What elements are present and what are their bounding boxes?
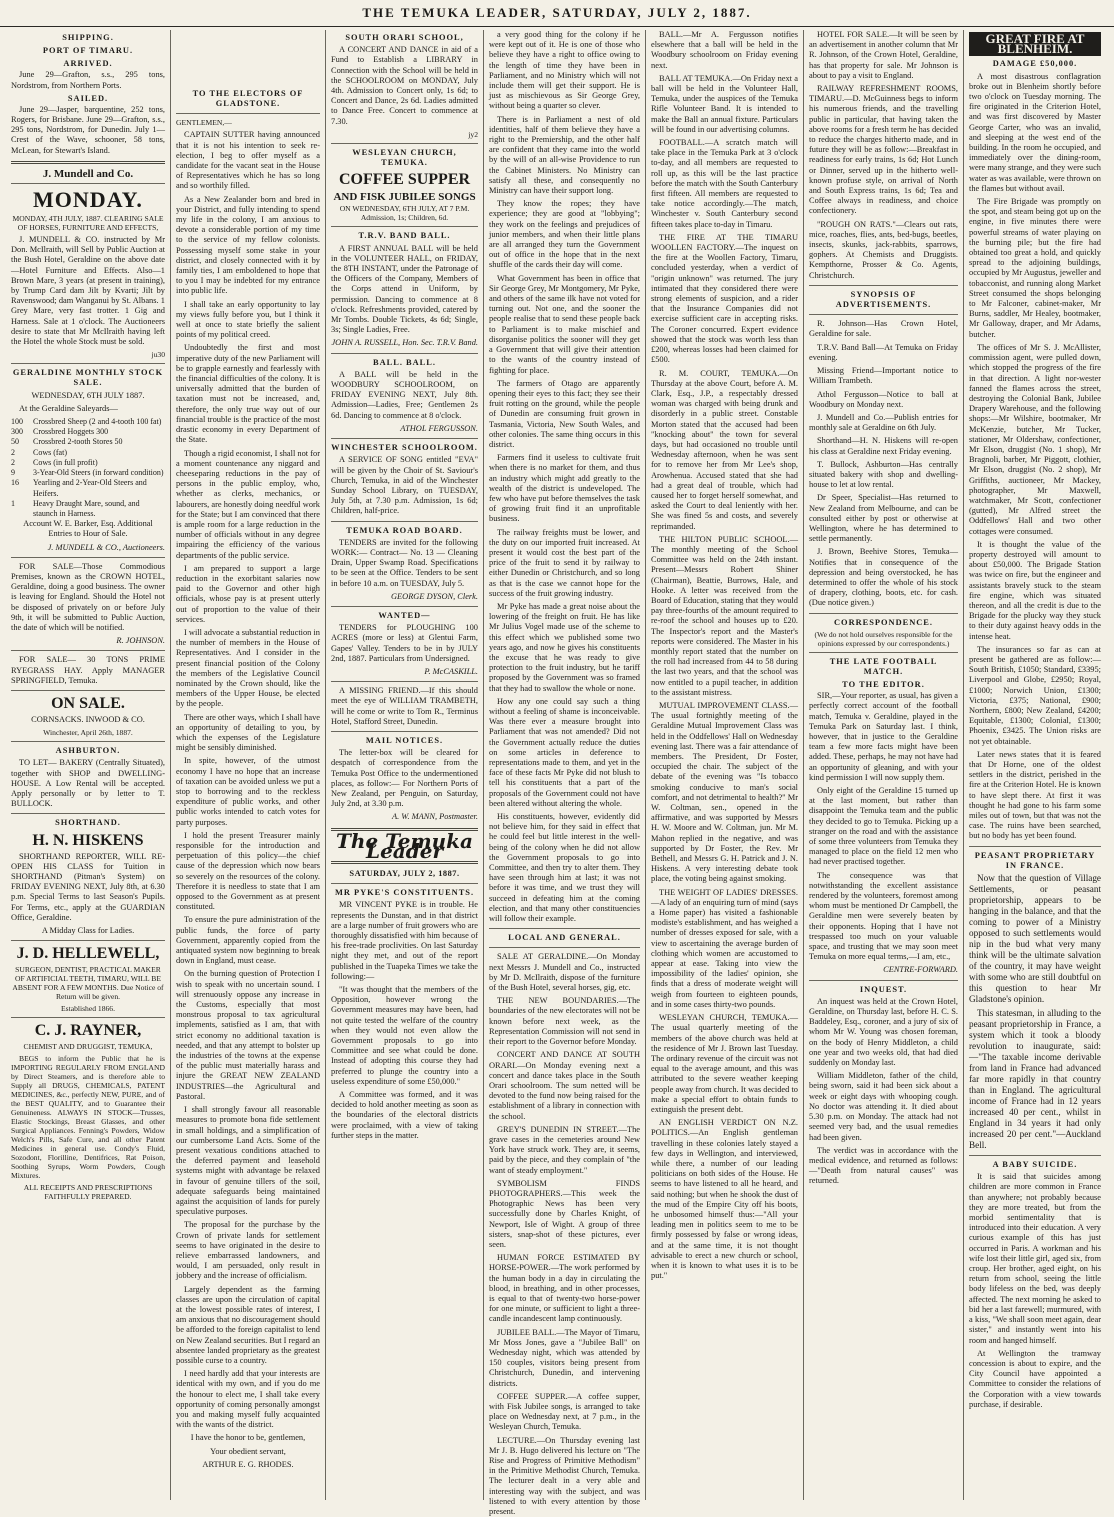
address-paragraph: The proposal for the purchase by the Crown of private lands for settlement seems to have originated in the desire to relieve embarrassed landowners, and would, I am persuaded, only result in jobbery and the increase of officialism. — [176, 1220, 320, 1281]
address-paragraph: On the burning question of Protection I wish to speak with no uncertain sound. I will strenuously oppose any increase in the Customs, especially that most monstrous proposal to tax agricultural implements, satisfied as I am, that with strict economy no additional taxation is needed, and that any attempt to bolster up the industries of the towns at the expense of the public must materially harass and injure the GREAT NEW ZEALAND INDUSTRIES—the Agricultural and Pastoral. — [176, 969, 320, 1101]
synopsis-heading: SYNOPSIS OF ADVERTISEMENTS. — [835, 289, 932, 310]
table-row — [11, 468, 165, 478]
on-sale-body: CORNSACKS. INWOOD & CO. — [31, 714, 145, 724]
address-paragraph: To ensure the pure administration of the public funds, the force of party Government, apparently copied from the antiquated system now beginning to break down in England, must cease. — [176, 915, 320, 966]
suicide-paragraph: It is said that suicides among children are more common in France than anywhere; not probably because they are more treated, but from the morbid sentimentality that is introduced into their education. A very curious example of this has just occurred in Paris. A workman and his wife lost their little girl, aged six, from croup. Her brother, aged eight, on his return from school, seeing the little body lifeless on the bed, was deeply affected. The next morning he asked to bid her a last farewell; murmured, with a kiss, "We shall soon meet again, dear sister," and instantly went into his room and hanged himself. — [969, 1172, 1101, 1345]
coffee-supper-date: ON WEDNESDAY, 6TH JULY, AT 7 P.M. Admission, 1s; Children, 6d. — [339, 204, 470, 223]
issue-date: SATURDAY, JULY 2, 1887. — [349, 869, 460, 878]
stock-count: 16 — [11, 478, 19, 488]
local-item: COFFEE SUPPER.—A coffee supper, with Fisk Jubilee songs, is arranged to take place on Wednesday next, at 7 p.m., in the Wesleyan Church, Temuka. — [489, 1391, 640, 1432]
address-paragraph: I will advocate a substantial reduction in the number of members in the House of Representatives. And I consider in the present financial position of the Colony the members of the Legislative Council nominated by the Crown should, like the members of the Upper House, be elected by the people. — [176, 627, 320, 709]
stock-count: 9 — [11, 468, 15, 478]
football-paragraph: The consequence was that notwithstanding the excellent assistance rendered by the volunteers, foremost among whom must be mentioned Dr Campbell, the Geraldine men were severely beaten by their opponents. Hoping that I have not trespassed too much on your valuable space, and trusting that we may soon meet Temuka on more equal terms,—I am, etc., — [809, 870, 958, 962]
column-5 — [646, 30, 804, 1500]
divider — [809, 652, 958, 653]
local-item: BALL.—Mr A. Fergusson notifies elsewhere that a ball will be held in the Woodbury schoolroom on Friday evening next. — [651, 30, 798, 70]
constituents-heading: MR PYKE'S CONSTITUENTS. — [334, 888, 475, 898]
divider — [489, 928, 640, 929]
rayner-footer: ALL RECEIPTS AND PRESCRIPTIONS FAITHFULLY PREPARED. — [23, 1183, 153, 1202]
ryegrass-ad: FOR SALE— 30 TONS PRIME RYEGRASS HAY. Apply MANAGER SPRINGFIELD, Temuka. — [11, 655, 165, 685]
geraldine-account: Account W. E. Barker, Esq. Additional Entries to Hour of Sale. — [23, 519, 153, 539]
local-item: R. M. COURT, TEMUKA.—On Thursday at the above Court, before A. M. Clark, Esq., J.P., a respectably dressed woman was charged with being drunk and disorderly in a public street. Constable Morton stated that the accused had been "knocking about" the town for several days, but had occasioned no trouble until Wednesday afternoon, when he was sent for to remove her from Mr Lee's shop, Arowhenua. Accused stated that she had had a great deal of trouble, which had caused her to forget herself somewhat, and asked the Court to deal leniently with her. She was fined 5s and costs, and severely reprimanded. — [651, 368, 798, 531]
fire-paragraph: The insurances so far as can at present be gathered are as follow:—South British, £1050; Standard, £3395; Liverpool and Globe, £2950; Royal, £1000; Norwich Union, £1300; Victoria, £375; National, £900; Northern, £800; New Zealand, £4200; Equitable, £1300; Colonial, £1300; Phoenix, £3425. The Union risks are not yet obtainable. — [969, 644, 1101, 746]
local-item: THE HILTON PUBLIC SCHOOL.—The monthly meeting of the School Committee was held on the 24th instant. Present—Messrs Robert Shiner (Chairman), Beattie, Burrows, Hale, and Hooke. A letter was received from the Board of Education, stating that they would pay three-fourths of the amount required to re-roof the school and houses up to £20. The Inspector's report and the Master's reports were considered. The Master in his monthly report stated that the number on the roll had increased from 44 to 58 during the last two years, and that the school was now entitled to a pupil teacher, in addition to the assistant mistress. — [651, 534, 798, 697]
coffee-supper-heading: COFFEE SUPPER — [338, 171, 471, 189]
local-item: WESLEYAN CHURCH, TEMUKA.—The usual quarterly meeting of the members of the above church was held at the residence of Mr J. Brown last Tuesday. The ordinary revenue of the circuit was not equal to the average amount, and this was attributed to the severe weather keeping people away from church. It was decided to make a special effort to obtain funds to extinguish the present debt. — [651, 1013, 798, 1114]
divider — [176, 113, 320, 114]
address-signature: ARTHUR E. G. RHODES. — [202, 1459, 294, 1469]
table-row — [11, 417, 165, 427]
rayner-subheading: CHEMIST AND DRUGGIST, TEMUKA, — [23, 1042, 153, 1052]
stock-count: 2 — [11, 447, 15, 457]
table-row — [11, 448, 165, 458]
blenheim-fire-heading: GREAT FIRE AT BLENHEIM. — [969, 32, 1101, 56]
stock-count: 100 — [11, 417, 23, 427]
football-signature: CENTRE-FORWARD. — [883, 965, 958, 975]
closing-line: I have the honor to be, gentlemen, — [190, 1433, 306, 1443]
masthead: THE TEMUKA LEADER, SATURDAY, JULY 2, 1887. — [0, 0, 1114, 27]
ball-signature: ATHOL FERGUSSON. — [400, 423, 478, 433]
divider — [331, 226, 478, 227]
newspaper-title: The Temuka Leader — [336, 828, 473, 863]
sailed-heading: SAILED. — [67, 93, 109, 103]
suicide-heading: A BABY SUICIDE. — [992, 1160, 1078, 1170]
local-item: SYMBOLISM FINDS PHOTOGRAPHERS.—This week the Photographic News has been very successfully done by Charles Knight, of Newport, Isle of Wight. A group of three sisters, snap-shot of these pictures, ever seen. — [489, 1178, 640, 1249]
column-3 — [326, 30, 484, 1500]
arrived-text: June 29—Grafton, s.s., 295 tons, Nordstrom, from Northern Ports. — [11, 70, 165, 90]
columns — [6, 30, 1108, 1517]
shorthand-heading: SHORTHAND. — [55, 818, 121, 828]
correspondence-heading: CORRESPONDENCE. — [834, 617, 933, 627]
wanted-body: TENDERS for PLOUGHING 100 ACRES (more or less) at Glentui Farm, Gapes' Valley. Tenders to be in by JULY 2nd, 1887. Particulars from Undersigned. — [331, 623, 478, 663]
divider — [11, 557, 165, 558]
local-general-heading: LOCAL AND GENERAL. — [508, 933, 621, 943]
synopsis-item: J. Mundell and Co.—Publish entries for monthly sale at Geraldine on 6th July. — [809, 412, 958, 433]
electors-heading: TO THE ELECTORS OF GLADSTONE. — [192, 89, 304, 109]
missing-friend-ad: A MISSING FRIEND.—If this should meet the eye of WILLIAM TRAMBETH, will he come or write to Tom R., Terminus Hotel, Stafford Street, Dunedin. — [331, 686, 478, 726]
local-item: HUMAN FORCE ESTIMATED BY HORSE-POWER.—The work performed by the human body in a day in circulating the blood, in breathing, and in other processes, is equal to that of twenty-two horse-power for one minute, or sufficient to light a three-candle incandescent lamp continuously. — [489, 1253, 640, 1324]
local-item: "ROUGH ON RATS."—Clears out rats, mice, roaches, flies, ants, bed-bugs, beetles, insects, skunks, jack-rabbits, sparrows, gophers. At Chemists and Druggists. Kempthorne, Prosser & Co. Agents, Christchurch. — [809, 219, 958, 280]
on-sale-date: Winchester, April 26th, 1887. — [43, 728, 133, 738]
winchester-heading: WINCHESTER SCHOOLROOM. — [331, 443, 478, 453]
table-row — [11, 437, 165, 447]
geraldine-heading: GERALDINE MONTHLY STOCK SALE. — [12, 368, 164, 388]
synopsis-item: R. Johnson—Has Crown Hotel, Geraldine for sale. — [809, 319, 958, 339]
editorial-paragraph: The farmers of Otago are apparently opening their eyes to this fact; they see their fruit rotting on the ground, while the people of Dunedin are consuming fruit grown in Tasmania, Victoria, New South Wales, and other colonies. The same thing occurs in this district. — [489, 378, 640, 449]
address-paragraph: Though a rigid economist, I shall not for a moment countenance any niggard and cheeseparing reductions in the pay of persons in the public employ, who, whether as clerks, mechanics, or labourers, are honestly doing needful work for the State; but I am convinced that there is ample room for a large reduction in the number of officials without in any degree impairing the efficiency of the various departments of the public service. — [176, 448, 320, 560]
divider — [11, 183, 165, 184]
local-item: AN ENGLISH VERDICT ON N.Z. POLITICS.—An English gentleman travelling in these colonies lately stayed a few days in Wellington, and interviewed, while there, a number of our leading politicians on both sides of the House. He seems to have listened to all he heard, and said nothing; but when he shook the dust of the mud of the Empire City off his boots, he unbosomed himself thus:—"All your leading men in politics seem to me to be firmly possessed by false or wrong ideas, and at the same time, it is not thought advisable to erect a new church or school, when it is known to what uses it is to be put." — [651, 1118, 798, 1281]
local-item: LECTURE.—On Thursday evening last Mr J. B. Hugo delivered his lecture on "The Rise and Progress of Primitive Methodism" in the Primitive Methodist Church, Temuka. The lecturer dealt in a very able and interesting way with the subject, and was listened to with every attention by those present. — [489, 1435, 640, 1517]
winchester-body: A SERVICE OF SONG entitled "EVA" will be given by the Choir of St. Saviour's Church, Temuka, in aid of the Winchester Sunday School Library, on TUESDAY, July 5th, at 7.30 p.m. Admission, 1s 6d; Children, half-price. — [331, 455, 478, 516]
football-paragraph: SIR,—Your reporter, as usual, has given a perfectly correct account of the football match, Temuka v. Geraldine, played in the Temuka Park on Saturday last. I think, however, that in justice to the Geraldine team a few more facts might have been added. These, perhaps, he may not have had an opportunity of gleaning, and with your kind permission I will now supply them. — [809, 691, 958, 782]
spacer — [176, 30, 320, 86]
closing-line-2: Your obedient servant, — [210, 1446, 286, 1456]
to-let-ad: TO LET— BAKERY (Centrally Situated), together with SHOP and DWELLING-HOUSE. A Low Rental will be accepted. Apply personally or by letter to T. BULLOCK. — [11, 758, 165, 809]
football-paragraph: Only eight of the Geraldine 15 turned up at the last moment, but rather than disappoint the Temuka team and the public they decided to go to Temuka. Picking up a stranger on the road and with the assistance of some three volunteers from Temuka they managed to place on the field 12 men who had never practised together. — [809, 786, 958, 867]
inquest-heading: INQUEST. — [859, 984, 908, 994]
divider — [331, 606, 478, 607]
local-item: RAILWAY REFRESHMENT ROOMS, TIMARU.—D. McGuinness begs to inform his numerous friends, and the travelling public in particular, that having taken the above rooms for a fresh term he has decided to reduce the charges hitherto made, and in future they will be as follow:—Breakfast in readiness for early trains, 1s 6d; Hot Lunch or Dinner, served up in the hitherto well-known profuse style, on arrival of North and South Express trains, 1s 6d; Tea and Coffee always in readiness, and choice confectionery. — [809, 84, 958, 216]
geraldine-stock-table — [11, 417, 165, 519]
local-item: GREY'S DUNEDIN IN STREET.—The grave cases in the cemeteries around New York have struck work. They are, it seems, paid by the piece, and they complain of "the want of steady employment." — [489, 1124, 640, 1175]
editorial-paragraph: The railway freights must be lower, and the duty on our imported fruit increased. At present it would cost the best part of the price of the fruit to send it by railway to either Dunedin or Christchurch, and so long as that is the case we cannot hope for the success of the fruit growing industry. — [489, 527, 640, 598]
stock-count: 300 — [11, 427, 23, 437]
divider — [11, 690, 165, 691]
shipping-heading: SHIPPING. — [62, 33, 114, 42]
france-paragraph: This statesman, in alluding to the peasant proprietorship in France, a system which it took a bloody revolution to inaugurate, said:—"The taxable income derivable from land in France had advanced far more rapidly in that country than in England. The agricultural income of France had in 12 years increased 40 per cent., whilst in England in 34 years it had only increased 20 per cent."—Auckland Bell. — [969, 1008, 1101, 1151]
football-to-editor: TO THE EDITOR. — [842, 680, 925, 690]
local-item: SALE AT GERALDINE.—On Monday next Messrs J. Mundell and Co., instructed by Mr D. McIlraith, dispose of the furniture of the Bush Hotel, several horses, gig, etc. — [489, 952, 640, 993]
synopsis-item: Dr Speer, Specialist—Has returned to New Zealand from Melbourne, and can be consulted either by post or otherwise at Wellington, where he has determined to settle permanently. — [809, 493, 958, 544]
column-6 — [804, 30, 964, 1500]
synopsis-item: Missing Friend—Important notice to William Trambeth. — [809, 366, 958, 386]
divider — [11, 1017, 165, 1018]
ball-body: A BALL will be held in the WOODBURY SCHOOLROOM, on FRIDAY EVENING NEXT, July 8th. Admission—Ladies, Free; Gentlemen 2s 6d. Dancing to commence at 8 o'clock. — [331, 369, 478, 420]
suicide-paragraph: At Wellington the tramway concession is about to expire, and the City Council have appointed a Committee to consider the relations of the Corporation with a view towards purchase, if desirable. — [969, 1348, 1101, 1409]
column-4 — [484, 30, 646, 1517]
france-paragraph: Now that the question of Village Settlements, or peasant proprietorship, appears to be hanging in the balance, and that the coming to power of a Ministry opposed to such settlements would nip in the bud what very many think will be the ultimate salvation of the country, it may have weight with some who are still doubtful on this question to hear Mr Gladstone's opinion. — [969, 873, 1101, 1005]
editorial-paragraph: There is in Parliament a nest of old identities, half of them believe they have a right to the Premiership, and the other half are confident that they came into the world by the will of an all-wise Providence to run the Cabinet Ministers. No Ministry can satisfy all these, and consequently no Ministry can have their support long. — [489, 114, 640, 196]
address-paragraph: CAPTAIN SUTTER having announced that it is not his intention to seek re-election, I beg to offer myself as a candidate for the vacant seat in the House of Representatives which he has so long and so worthily filled. — [176, 130, 320, 191]
monday-ref: ju30 — [151, 350, 165, 360]
stock-item: Cows (in full profit) — [33, 457, 98, 467]
divider — [809, 314, 958, 315]
stock-item: Heavy Draught Mare, sound, and staunch in Harness. — [33, 498, 140, 518]
hotel-sale-ad: FOR SALE—Those Commodious Premises, known as the CROWN HOTEL, Geraldine, doing a good business. The owner is leaving for England. Should the Hotel not be disposed of privately on or before July 9th, it will be submitted to Public Auction, the date of which will be notified. — [11, 561, 165, 632]
divider — [11, 650, 165, 651]
local-item: THE NEW BOUNDARIES.—The boundaries of the new electorates will not be known before next week, as the Representation Commission will not send in their report to the Governor before Monday. — [489, 996, 640, 1047]
monday-body: J. MUNDELL & CO. instructed by Mr Don. McIlraith, will Sell by Public Auction at the Bush Hotel, Geraldine on the above date—Hotel Furniture and Effects. Also—1 Brown Mare, 3 years (at present in training), by Trump Card dam Jilt by Kvarti; Jilt by Ravenswood; dam Wanganui by St. Albans. 1 Grey Mare, very fast trotter. 1 Gig and Harness. Sale at 1 o'clock. The Auctioneers desire to state that Mr McIlraith having left the Hotel the whole Stock must be sold. — [11, 235, 165, 347]
fire-paragraph: The Fire Brigade was promptly on the spot, and steam being got up on the engine, in five minutes there were powerful streams of water playing on the burning pile; but the fire had obtained too great a hold, and quickly spread to the adjoining buildings, occupied by Mr Augustus, jeweller and tobacconist, and running along Market Street consumed the shops belonging to Mr Falconer, cabinet-maker, Mr Burns, saddler, Mr Healey, bootmaker, Mr Galloway, draper, and Mr Adams, butcher. — [969, 197, 1101, 339]
inquest-paragraph: An inquest was held at the Crown Hotel, Geraldine, on Thursday last, before H. C. S. Baddeley, Esq., coroner, and a jury of six of whom Mr W. Young was chosen foreman, on the body of Henry Middleton, a child one year and two weeks old, that had died suddenly on Monday last. — [809, 996, 958, 1068]
port-heading: PORT OF TIMARU. — [42, 46, 134, 56]
editorial-paragraph: They know the ropes; they have experience; they are good at "lobbying"; they work on the feelings and prejudices of junior members, and when their little plans are all arranged they turn the Government out of office in the hope that in the next shuffle of the cards their day will come. — [489, 199, 640, 270]
divider — [331, 883, 478, 884]
football-heading: THE LATE FOOTBALL MATCH. — [829, 656, 938, 676]
column-7 — [964, 30, 1106, 1500]
geraldine-intro: At the Geraldine Saleyards— — [19, 403, 118, 413]
address-paragraph: Largely dependent as the farming classes are upon the circulation of capital at the lowest possible rates of interest, I am anxious that no discouragement should be afforded to the foreign capitalist to lend on New Zealand securities. But I regard an absentee landed proprietary as the greatest possible curse to a country. — [176, 1284, 320, 1365]
school-heading: SOUTH ORARI SCHOOL, — [345, 33, 464, 42]
blenheim-fire-subheading: DAMAGE £50,000. — [992, 59, 1078, 69]
fire-paragraph: It is thought the value of the property destroyed will amount to about £50,000. The Brigade Station was twice on fire, but the engineer and assistants bravely stuck to the steam fire engine, which was situated thereon, and all the credit is due to the Brigade for the plucky way they stuck to their duty against heavy odds in the intense heat. — [969, 539, 1101, 641]
synopsis-item: T.R.V. Band Ball—At Temuka on Friday evening. — [809, 342, 958, 362]
stock-count: 1 — [11, 498, 15, 508]
address-paragraph: Undoubtedly the first and most imperative duty of the new Parliament will be to grapple earnestly and fearlessly with the financial difficulties of the colony. It is universally admitted that the burden of taxation must not be increased, and, therefore, the only true way out of our financial trouble is the practice of the most drastic economy in every Department of the State. — [176, 343, 320, 445]
address-paragraph: There are other ways, which I shall have an opportunity of detailing to you, by which the expenses of the Legislature might be sensibly diminished. — [176, 712, 320, 753]
auctioneer-heading: J. Mundell and Co. — [42, 167, 134, 180]
geraldine-subheading: WEDNESDAY, 6TH JULY 1887. — [31, 390, 145, 400]
divider — [489, 947, 640, 948]
road-board-heading: TEMUKA ROAD BOARD. — [346, 525, 463, 535]
geraldine-signature: J. MUNDELL & CO., Auctioneers. — [47, 542, 165, 552]
stock-count: 50 — [11, 437, 19, 447]
correspondence-note: (We do not hold ourselves responsible for the opinions expressed by our correspondents.) — [814, 629, 953, 648]
road-board-signature: GEORGE DYSON, Clerk. — [390, 591, 478, 601]
stock-item: Crossbred Sheep (2 and 4-tooth 100 fat) — [33, 417, 162, 427]
divider — [331, 438, 478, 439]
address-paragraph: As a New Zealander born and bred in your District, and fully intending to spend my life in the colony, I am anxious to devote a considerable portion of my time to the service of my fellow colonists. Possessing myself some stake in your district, and closely connected with it by family ties, I am emboldened to hope that to you I may be indebted for my entrance into public life. — [176, 194, 320, 296]
stock-item: 3-Year-Old Steers (in forward condition) — [33, 468, 164, 478]
school-body: A CONCERT AND DANCE in aid of a Fund to Establish a LIBRARY in Connection with the School will be held in the SCHOOLROOM on MONDAY, July 4th. Admission to Concert only, 1s 6d; to Concert and Dance, 2s 6d. Ladies admitted to Dance Free. Concert to commence at 7.30. — [331, 45, 478, 126]
rayner-name: C. J. RAYNER, — [34, 1022, 142, 1040]
constituents-paragraph: "It was thought that the members of the Opposition, however wrong the Government measures may have been, had not quite tested the welfare of the country when they would not even allow the Government proposals to go into Committee and see what could be done. Instead of adopting this course they had preferred to plunge the country into a useless expenditure of some £50,000." — [331, 985, 478, 1086]
table-row — [11, 458, 165, 468]
synopsis-item: T. Bullock, Ashburton—Has centrally situated bakery with shop and dwelling-house to let at low rental. — [809, 459, 958, 490]
divider — [331, 143, 478, 144]
divider — [809, 285, 958, 286]
school-ref: jy2 — [468, 129, 478, 139]
hotel-sale-signature: R. JOHNSON. — [116, 636, 165, 646]
stock-count: 2 — [11, 457, 15, 467]
fire-paragraph: Later news states that it is feared that Dr Horne, one of the oldest settlers in the district, perished in the fire at the Criterion Hotel. He is known to have slept there. At first it was thought he had gone to his farm some miles out of town, but that was not the case. The ruins have been searched, but no body has yet been found. — [969, 749, 1101, 841]
fire-paragraph: The offices of Mr S. J. McAllister, commission agent, were pulled down, which stopped the progress of the fire in that direction. A light nor-wester fanned the flames across the street, destroying the Colonial Bank, Jubilee Drapery Warehouse, and the following shops:—Mr Wilshire, bootmaker, Mr McKenzie, butcher, Mr Tucker, stationer, Mr Oldershaw, confectioner, Mr Elson, druggist (No. 1 shop), Mr Bragnoli, barber, Mr Piggott, clothier, Mr Elson, druggist (No. 2 shop), Mr Griffiths, auctioneer, Mr Mackey, photographer, Mr Maxwell, watchmaker, Mr Scott, confectioner (gutted), Mr Alfred street the Oddfellows' Hall and two other cottages were consumed. — [969, 342, 1101, 536]
arrived-heading: ARRIVED. — [63, 59, 113, 69]
local-item: JUBILEE BALL.—The Mayor of Timaru, Mr Moss Jones, gave a "Jubilee Ball" on Wednesday night, which was attended by 150 couples, visitors being present from Christchurch, Dunedin, and intervening districts. — [489, 1327, 640, 1388]
road-board-body: TENDERS are invited for the following WORK:— Contract— No. 13 — Cleaning Drain, Upper Swamp Road. Specifications to be seen at the Office. Tenders to be sent in before 10 a.m. on TUESDAY, July 5. — [331, 537, 478, 588]
divider — [331, 681, 478, 682]
synopsis-item: Athol Fergusson—Notice to ball at Woodbury on Monday next. — [809, 389, 958, 409]
column-2 — [171, 30, 326, 1500]
divider — [969, 846, 1101, 847]
table-row — [11, 427, 165, 437]
inquest-paragraph: William Middleton, father of the child, being sworn, said it had been sick about a week or eight days with whooping cough. No doctor was attending it. It died about 5.30 p.m. on Monday. The attack had not seemed very bad, and the usual remedies had been given. — [809, 1071, 958, 1142]
local-item: THE FIRE AT THE TIMARU WOOLLEN FACTORY.—The inquest on the fire at the Woollen Factory, Timaru, concluded yesterday, when a verdict of "origin unknown" was returned. The jury intimated that they considered there were strong elements of suspicion, and a rider that the Insurance Companies did not exercise sufficient care in accepting risks. The Coroner concurred. Expert evidence showed that the stock was worth less than £200, whereas losses had been claimed for £500. — [651, 232, 798, 365]
inquest-paragraph: The verdict was in accordance with the medical evidence, and returned as follows:—"Death from natural causes" was returned. — [809, 1145, 958, 1186]
constituents-paragraph: A Committee was formed, and it was decided to hold another meeting as soon as the boundaries of the electoral districts were proclaimed, with a view of taking further steps in the matter. — [331, 1090, 478, 1140]
divider — [331, 521, 478, 522]
ball-heading: BALL. BALL. — [373, 357, 436, 367]
mail-notices-heading: MAIL NOTICES. — [365, 735, 444, 745]
on-sale-heading: ON SALE. — [51, 694, 125, 712]
column-1 — [6, 30, 171, 1500]
band-ball-heading: T.R.V. BAND BALL. — [358, 231, 451, 241]
established-line: Established 1866. — [61, 1004, 115, 1014]
local-item: HOTEL FOR SALE.—It will be seen by an advertisement in another column that Mr R. Johnson, of the Crown Hotel, Geraldine, has that property for sale. Mr Johnson is about to pay a visit to England. — [809, 30, 958, 80]
address-paragraph: I hold the present Treasurer mainly responsible for the introduction and perpetuation of this policy—the chief cause of the depression which now bears so severely on the resources of the colony. Therefore it is needless to state that I am opposed to the Government as at present constituted. — [176, 830, 320, 912]
wesleyan-heading: WESLEYAN CHURCH, TEMUKA. — [352, 147, 457, 168]
divider — [969, 1155, 1101, 1156]
dentist-name: J. D. HELLEWELL, — [16, 945, 160, 963]
mail-notices-body: The letter-box will be cleared for despatch of correspondence from the Temuka Post Office to the undermentioned places, as follow:— For Northern Ports of New Zealand, per Penguin, on Saturday, July 2nd, at 3.30 p.m. — [331, 748, 478, 809]
editorial-paragraph: His constituents, however, evidently did not believe him, for they said in effect that he could feel but little interest in the well-being of the colony when he did not allow the Government proposals to go into Committee, and then try to alter them. They have seen through him at last; it was not before it was time, and we trust they will succeed in defeating him at the coming election, and that many other constituencies will follow their example. — [489, 812, 640, 924]
address-paragraph: I need hardly add that your interests are identical with my own, and if you do me the honour to elect me, I shall take every opportunity of coming personally amongst you and making myself fully acquainted with the wants of the district. — [176, 1369, 320, 1430]
dentist-body: SURGEON, DENTIST, PRACTICAL MAKER OF ARTIFICIAL TEETH, TIMARU, WILL BE ABSENT FOR A FEW MONTHS. Due Notice of Return will be given. — [12, 965, 164, 1002]
band-ball-body: A FIRST ANNUAL BALL will be held in the VOLUNTEER HALL, on FRIDAY, the 8TH INSTANT, under the Patronage of the Officers of the Company, Members of the Corps attend in Uniform, by permission. Dancing to commence at 8 o'clock. Refreshments provided, catered by Mr Tombs. Double Tickets, 4s 6d; Single, 3s; Single Ladies, Free. — [331, 243, 478, 335]
divider — [809, 613, 958, 614]
table-row — [11, 478, 165, 498]
coffee-supper-subheading: AND FISK JUBILEE SONGS — [333, 191, 476, 204]
stock-item: Yearling and 2-Year-Old Steers and Heifers. — [33, 478, 147, 498]
salutation: GENTLEMEN,— — [176, 118, 232, 128]
editorial-paragraph: a very good thing for the colony if he were kept out of it. He is one of those who believe they have a right to office owing to the length of time they have been in Parliament, and no Ministry which will not include them will get their support. He is just as mischievous as Sir George Grey, without being a quarter so clever. — [489, 30, 640, 111]
stock-item: Crossbred Hoggets 300 — [33, 427, 109, 437]
band-ball-signature: JOHN A. RUSSELL, Hon. Sec. T.R.V. Band. — [331, 338, 478, 348]
synopsis-item: J. Brown, Beehive Stores, Temuka—Notifies that in consequence of the depression and being overstocked, he has determined to offer the whole of his stock of drapery, clothing, boots, etc. for cash. (Due notice given.) — [809, 547, 958, 608]
address-paragraph: In spite, however, of the utmost economy I have no hope that an increase of taxation can be avoided unless we put a stop to borrowing and to the reckless expenditure of public works, and other public works intended to catch votes for party purposes. — [176, 756, 320, 827]
local-item: THE WEIGHT OF LADIES' DRESSES.—A lady of an enquiring turn of mind (says a Home paper) has visited a fashionable modiste's establishment, and has weighed a number of dresses exposed for sale, with a view to ascertaining the average burden of clothing which women are accustomed to appear at ease. Taking into view the impossibility of the ladies' opinion, she finds that a dress of moderate weight will weigh from fourteen to eighteen pounds, and in some cases thirty-two pounds. — [651, 887, 799, 1009]
synopsis-item: Shorthand—H. N. Hiskens will re-open his class at Geraldine next Friday evening. — [809, 436, 958, 456]
stock-item: Cows (fat) — [33, 447, 67, 457]
divider — [11, 363, 165, 364]
divider — [331, 353, 478, 354]
sailed-text: June 29—Jasper, barquentine, 252 tons, Rogers, for Brisbane. June 29—Grafton, s.s., 295 tons, Nordstrom, for Dunedin. July 1—Crest of the Wave, schooner, 58 tons, McLean, for Stewart's Island. — [11, 104, 165, 155]
address-paragraph: I shall strongly favour all reasonable measures to promote bona fide settlement in small holdings, and a simplification of our cumbersome Land Acts. Some of the present vexatious conditions attached to the deferred payment and leasehold systems might with advantage be relaxed in favour of genuine tillers of the soil, adequate safeguards being maintained against the acquisition of lands for purely speculative purposes. — [176, 1105, 320, 1217]
stock-item: Crossbred 2-tooth Stores 50 — [33, 437, 123, 447]
divider — [11, 813, 165, 814]
editorial-paragraph: What Government has been in office that Sir George Grey, Mr Montgomery, Mr Pyke, and others of the same ilk have not voted for turning out. Not one, and the sooner the people realise that to send these people back to Parliament is to make mischief and disorganise politics the sooner will they get a Government that will give their attention to the wants of the country instead of fighting for place. — [489, 273, 640, 375]
address-paragraph: I am prepared to support a large reduction in the exorbitant salaries now paid to the Governor and other high officials, whose pay is at present utterly out of proportion to the value of their services. — [176, 563, 320, 624]
wanted-heading: WANTED— — [378, 610, 431, 620]
editorial-paragraph: How any one could say such a thing without a feeling of shame is inconceivable. Was there ever a measure brought into Parliament that was not amended? Did not the Government actually reduce the duties on some articles in deference to representations made to them, and yet in the face of these facts Mr Pyke did not blush to tell his constituents that a part of the proposals of the Government could not have been altered without altering the whole. — [489, 696, 640, 808]
monday-heading: MONDAY. — [33, 187, 143, 213]
divider — [11, 161, 165, 164]
midday-class: A Midday Class for Ladies. — [41, 926, 135, 935]
editorial-paragraph: Mr Pyke has made a great noise about the lowering of the freight on fruit. He has like Mr Julius Vogel made use of the scheme to this effect which we published some two years ago, and now he gives his constituents the excuse that he was ready to give protection to the fruit industry, but he tariff proposed by the Government was so framed that they had to swallow the whole or none. — [489, 601, 640, 693]
france-heading: PEASANT PROPRIETARY IN FRANCE. — [974, 850, 1096, 870]
divider — [11, 741, 165, 742]
rayner-body: BEGS to inform the Public that he is IMPORTING REGULARLY FROM ENGLAND by Direct Steamers, and is therefore able to Supply all DRUGS, CHEMICALS, PATENT MEDICINES, &c., perfectly NEW, PURE, and of the BEST QUALITY, and to Guarantee their Genuineness. ALWAYS IN STOCK—Trusses, Elastic Stockings, Breast Glasses, and other Surgical Appliances. Fenning's Powders, Widow Welch's Pills, Safe Cure, and all other Patent Medicines in general use. Condy's Fluid, Sozodont, Florilline, Dentifrices, Rat Poison, Soothing Syrups, Worm Powders, Cough Mixtures. — [11, 1054, 165, 1181]
monday-subheading: MONDAY, 4TH JULY, 1887. CLEARING SALE OF HORSES, FURNITURE AND EFFECTS, — [12, 214, 164, 233]
ashburton-heading: ASHBURTON. — [55, 746, 121, 756]
local-item: MUTUAL IMPROVEMENT CLASS.—The usual fortnightly meeting of the Geraldine Mutual Improvement Class was held in the Oddfellows' Hall on Wednesday evening last. There was a fair attendance of members. The President, Dr Foster, occupied the chair. The subject of the debate of the evening was "Is tobacco smoking conducive to man's social comfort, and not detrimental to health?" Mr W. Coltman, sen., opened in the affirmative, and was supported by Messrs H. W. Moore and W. Coltman, jun. Mr M. Mahon replied in the negative, and was supported by Dr Foster, the Rev. Mr Bethell, and Messrs G. H. Patrick and J. N. Hiskens. A very interesting debate took place, the voting being against smoking. — [651, 701, 798, 884]
local-item: CONCERT AND DANCE AT SOUTH ORARI.—On Monday evening next a concert and dance takes place in the South Orari schoolroom. The sum netted will be devoted to the fund now being raised for the establishment of a library in connection with the school. — [489, 1050, 640, 1121]
divider — [809, 980, 958, 981]
local-item: FOOTBALL.—A scratch match will take place in the Temuka Park at 3 o'clock to-day, and all members are requested to roll up, as this will be the last practice before the match with the South Canterbury first fifteen. All members are requested to take notice accordingly.—The match, Winchester v. South Canterbury second fifteen takes place to-day in Timaru. — [651, 138, 798, 229]
fire-paragraph: A most disastrous conflagration broke out in Blenheim shortly before two o'clock on Tuesday morning. The fire originated in the Criterion Hotel, and was first discovered by Master George Carter, who was an invalid, and sleeping at the west end of the building. In the room he occupied, and immediately over the dining-room, were many strange, and they were such water as was available, were thrown on the flames but without avail. — [969, 71, 1101, 193]
divider — [11, 940, 165, 941]
mail-notices-signature: A. W. MANN, Postmaster. — [391, 812, 478, 822]
shorthand-name: H. N. HISKENS — [32, 831, 144, 849]
table-row — [11, 499, 165, 519]
shorthand-body: SHORTHAND REPORTER, WILL RE-OPEN HIS CLASS for Tuition in SHORTHAND (Pitman's System) on FRIDAY EVENING NEXT, July 8th, at 6.30 p.m. Special Terms to last Season's Pupils. For Terms, etc., apply at the GUARDIAN Office, Geraldine. — [11, 851, 165, 922]
address-paragraph: I shall take an early opportunity to lay my views fully before you, but I think it well at once to state briefly the salient points of my political creed. — [176, 299, 320, 340]
editorial-paragraph: Farmers find it useless to cultivate fruit when there is no market for them, and thus an industry which might add greatly to the wealth of the district is undeveloped. The few who have put before themselves the task of growing fruit find it an unprofitable business. — [489, 453, 640, 524]
wanted-signature: P. McCASKILL. — [424, 666, 478, 676]
local-item: BALL AT TEMUKA.—On Friday next a ball will be held in the Volunteer Hall, Temuka, under the auspices of the Temuka Rifle Volunteer Band. It is intended to make the Ball an annual fixture. Particulars will be found in our advertising columns. — [651, 73, 798, 134]
divider — [331, 731, 478, 732]
constituents-paragraph: MR VINCENT PYKE is in trouble. He represents the Dunstan, and in that district are a large number of fruit growers who are thoroughly dissatisfied with him because of his free-trade proclivities. On last Saturday night they met, and out of the report published in the Tuapeka Times we take the following:— — [331, 900, 478, 981]
